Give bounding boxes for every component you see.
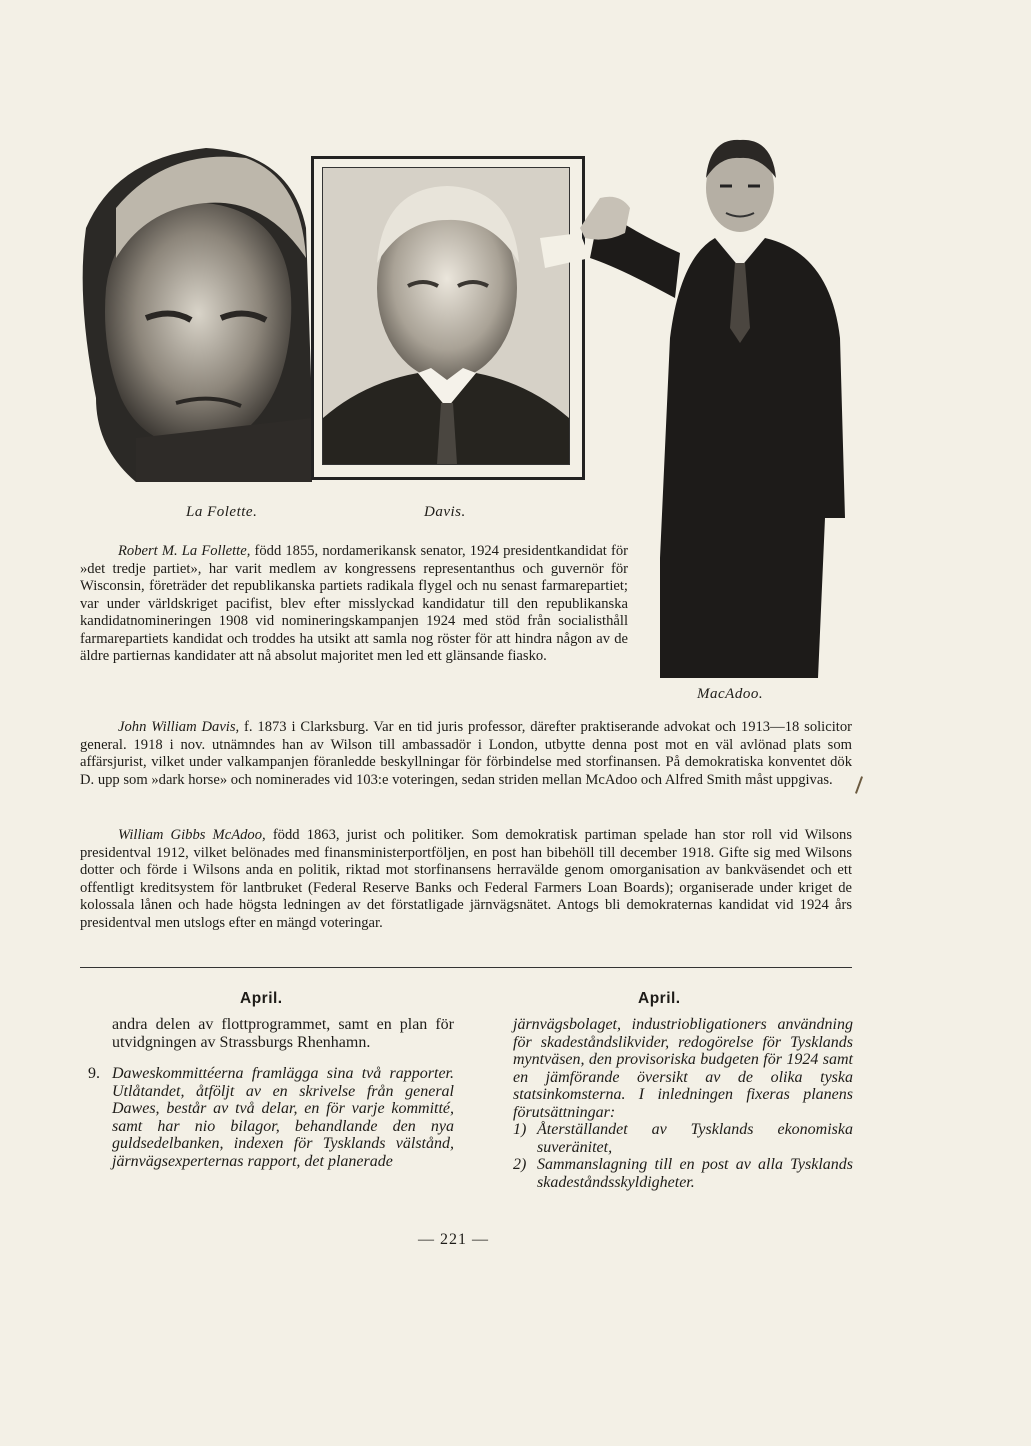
caption-mcadoo: MacAdoo.	[697, 686, 764, 702]
bio-davis-text: f. 1873 i Clarksburg. Var en tid juris professor, därefter praktiserande advokat och 1913—18 solicitor general. 1918 i nov. utnämndes han av Wilson till ambassadör i London, utbytte denna post mot en väl avlönad plats som affärsjurist, vilket under valkampanjen föranledde beskyllningar för förbindelse med storfinansen. På demokratiska konventet dök D. upp som »dark horse» och nominerades vid 103:e voteringen, sedan striden mellan McAdoo och Alfred Smith måst uppgivas.	[80, 719, 852, 788]
chronicle-entry	[88, 1065, 454, 1170]
bio-lafollette-name: Robert M. La Follette,	[118, 543, 251, 559]
section-divider	[80, 967, 852, 968]
bio-davis	[80, 719, 852, 789]
list-item-number: 2)	[513, 1156, 527, 1173]
bio-mcadoo	[80, 827, 852, 932]
column-heading-right: April.	[638, 990, 681, 1007]
bio-mcadoo-name: William Gibbs McAdoo,	[118, 827, 266, 843]
entry-text: Daweskommittéerna framlägga sina två rapporter. Utlåtandet, åtföljt av en skrivelse från general Dawes, består av två delar, en för varje kommitté, samt har nio bilagor, behandlande den nya guldsedelbanken, indexen för Tysklands välstånd, järnvägsexperternas rapport, det planerade	[112, 1065, 454, 1170]
list-item	[513, 1156, 853, 1191]
caption-davis: Davis.	[424, 504, 466, 520]
page-number: — 221 —	[418, 1231, 489, 1248]
list-item-text: Sammanslagning till en post av alla Tysklands skadeståndsskyldigheter.	[537, 1156, 853, 1191]
list-item-number: 1)	[513, 1121, 527, 1138]
chronicle-column-left	[88, 1016, 454, 1170]
list-item	[513, 1121, 853, 1156]
caption-lafollette: La Folette.	[186, 504, 258, 520]
lafollette-portrait	[76, 148, 312, 482]
continued-entry: andra delen av flottprogrammet, samt en plan för utvidgningen av Strassburgs Rhenhamn.	[112, 1016, 454, 1051]
entry-date: 9.	[88, 1065, 100, 1082]
column-heading-left: April.	[240, 990, 283, 1007]
bio-lafollette-text: född 1855, nordamerikansk senator, 1924 presidentkandidat för »det tredje partiet», har varit medlem av kongressens representanthus och guvernör för Wisconsin, företräder det republikanska partiets radikala flygel och nu senast farmarepartiet; var under världskriget pacifist, blev efter misslyckad kandidatur till den republikanska kandidatnomineringen 1908 vid nomineringskampanjen 1924 med stöd från socialisthåll farmarepartiets kandidat och troddes ha utsikt att samla nog röster för att hindra någon av de äldre partiernas kandidater att nå absolut majoritet men led ett glänsande fiasko.	[80, 543, 628, 664]
continued-entry-right: järnvägsbolaget, industriobligationers användning för skadeståndslikvider, redogörelse för Tysklands myntväsen, den provisoriska budgeten för 1924 samt en jämförande översikt av de olika tyska statsinkomsterna. I inledningen fixeras planens förutsättningar:	[513, 1016, 853, 1121]
bio-mcadoo-text: född 1863, jurist och politiker. Som demokratisk partiman spelade han stor roll vid Wilsons presidentval 1912, vilket belönades med finansministerportföljen, en post han bibehöll till december 1918. Gifte sig med Wilsons dotter och förde i Wilsons anda en politik, riktad mot storfinansens herravälde genom omorganisation av bankväsendet och ett offentligt kreditsystem för lantbruket (Federal Reserve Banks och Federal Farmers Loan Boards); organiserade under kriget de kolossala lånen och hade högsta ledningen av det förstatligade järnvägsnätet. Antogs bli demokraternas kandidat vid 1924 års presidentval men utslogs efter en mängd voteringar.	[80, 827, 852, 931]
chronicle-column-right	[513, 1016, 853, 1191]
bio-davis-name: John William Davis,	[118, 719, 240, 735]
list-item-text: Återställandet av Tysklands ekonomiska suveränitet,	[537, 1121, 853, 1156]
bio-lafollette	[80, 543, 628, 666]
margin-mark	[855, 776, 863, 794]
davis-portrait	[322, 167, 570, 465]
